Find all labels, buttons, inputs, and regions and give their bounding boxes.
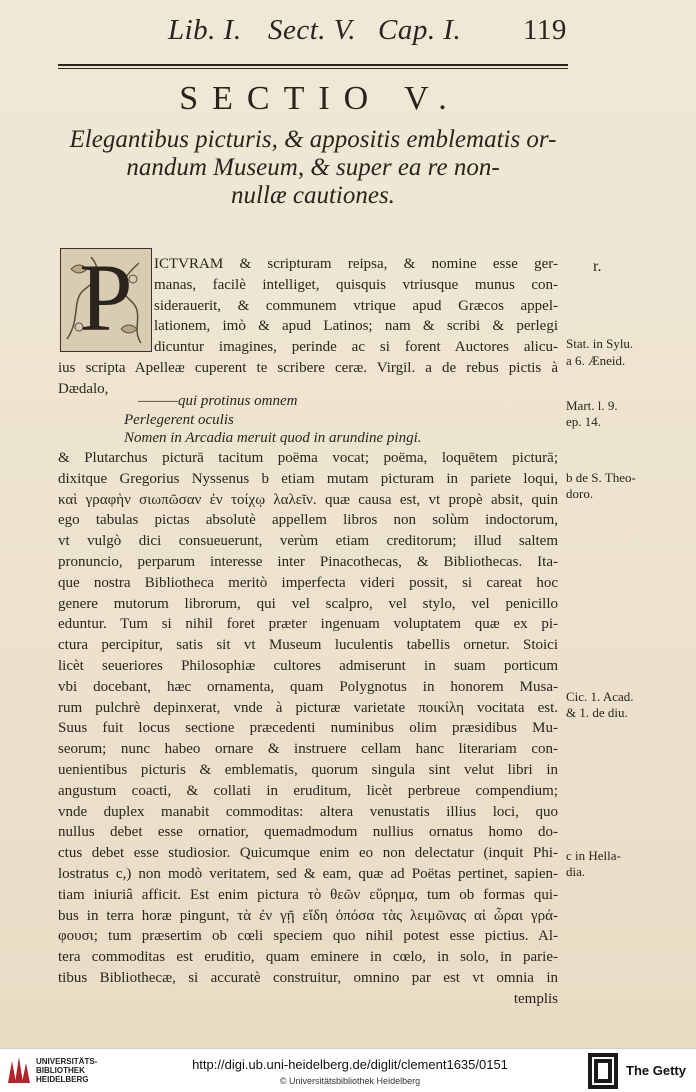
- section-heading: SECTIO V.: [179, 80, 461, 117]
- paragraph-1: [58, 254, 558, 400]
- margin-note-theodoro-2: doro.: [566, 486, 594, 501]
- getty-logo-icon: [588, 1053, 618, 1089]
- paragraph-2: [58, 448, 558, 1010]
- running-head-sect: Sect. V.: [268, 14, 357, 46]
- text-line: Suus fuit locus sectione præcedenti numinibus olim præsidibus Mu-: [58, 720, 558, 737]
- margin-note-cicero-2: & 1. de diu.: [566, 705, 628, 720]
- text-line: tibus Bibliothecæ, si accuratè construitur, omnino par est vt omnia in: [58, 969, 558, 986]
- text-line: tiam iniuriâ afficit. Est enim pictura τὸ θεῶν εὕρημα, tum ob formas qui-: [58, 886, 558, 903]
- text-line: manas, facilè intelliget, quisquis vtriusque munus con-: [154, 276, 558, 293]
- margin-note-cicero: Cic. 1. Acad.: [566, 689, 634, 704]
- text-line: φουσι; tum præsertim ob cœli speciem quo nihil potest esse pictius. Al-: [58, 928, 558, 945]
- text-line: dixitque Gregorius Nyssenus b etiam mutam picturam in pariete loqui,: [58, 470, 558, 487]
- ub-line: BIBLIOTHEK: [36, 1066, 85, 1075]
- title-line: nullæ cautiones.: [231, 182, 395, 209]
- text-line: bus in terra horæ pingunt, τὰ ἐν γῇ εἴδη ὁπόσα τὰς λειμῶνας αἱ ὧραι γρά-: [58, 907, 558, 924]
- running-head: [168, 14, 568, 50]
- text-line: καὶ γραφὴν σιωπῶσαν ἐν τοίχῳ λαλεῖν. quæ causa est, vt propè absit, quin: [58, 491, 558, 508]
- text-line: que nostra Bibliotheca meritò imperfecta videri possit, si careat hoc: [58, 574, 558, 591]
- text-line: genere mutorum librorum, qui vel scalpro, vel stylo, vel penicillo: [58, 595, 558, 612]
- title-line: Elegantibus picturis, & appositis emblematis or-: [69, 126, 557, 153]
- university-library-logo-icon: [6, 1055, 32, 1085]
- margin-note-mart: Mart. l. 9.: [566, 398, 618, 413]
- text-line: pronuncio, perparum interesse inter Pinacothecas, & Bibliothecas. Ita-: [58, 553, 558, 570]
- text-line: tera commoditas est eruditio, quam eminere in cœlo, in solo, in parie-: [58, 949, 558, 966]
- margin-note-aeneid: a 6. Æneid.: [566, 353, 626, 368]
- margin-note-theodoro: b de S. Theo-: [566, 470, 636, 485]
- text-line: vbi docebant, hæc ornamenta, quam Polygnotus in honorem Musa-: [58, 678, 558, 695]
- text-line: & Plutarchus picturā tacitum poëma vocat; poëma, loquētem picturā;: [58, 450, 558, 466]
- text-line: lationem, imò & apud Latinos; nam & scribi & perlegi: [154, 318, 558, 335]
- text-line: ctura percipitur, satis sit vt Museum luculentis tabellis ornetur. Stoici: [58, 637, 558, 654]
- catchword: templis: [513, 990, 558, 1007]
- margin-folio-mark: r.: [593, 258, 602, 275]
- text-line: eduntur. Tum si nihil foret præter ingenuam voluptatem quæ ex pi-: [58, 616, 558, 633]
- running-head-cap: Cap. I.: [378, 14, 462, 46]
- text-line: vt vulgò dici consueuerunt, verùm etiam creditorum; illud saltem: [58, 533, 558, 550]
- text-line: angustum coacti, & collati in eruditum, licèt perbreue compendium;: [58, 782, 558, 799]
- margin-note-stat: Stat. in Sylu.: [566, 336, 634, 351]
- verse-quotation: [58, 392, 558, 448]
- title-line: nandum Museum, & super ea re non-: [126, 154, 500, 181]
- margin-note-mart-ep: ep. 14.: [566, 414, 602, 429]
- text-line: Dædalo,: [58, 380, 109, 397]
- running-head-lib: Lib. I.: [168, 14, 242, 46]
- text-line: ctus debet esse studiosior. Quicumque enim eo non delectatur (inquit Phi-: [58, 845, 558, 862]
- text-line: licèt seueriores Philosophiæ cultores admiserunt in suam porticum: [58, 657, 558, 674]
- ub-line: UNIVERSITÄTS-: [36, 1057, 98, 1066]
- verse-line: Perlegerent oculis: [124, 411, 234, 428]
- text-line: ICTVRAM & scripturam reipsa, & nomine esse ger-: [154, 256, 558, 272]
- getty-name: The Getty: [626, 1063, 686, 1078]
- digitization-footer: [0, 1048, 696, 1092]
- text-line: dicuntur imagines, perinde ac si forent Auctores alicu-: [154, 339, 558, 356]
- text-line: siderauerit, & communem vtrique apud Græcos appel-: [154, 297, 558, 314]
- copyright-notice: © Universitätsbibliothek Heidelberg: [279, 1076, 421, 1086]
- permalink-url[interactable]: http://digi.ub.uni-heidelberg.de/diglit/clement1635/0151: [192, 1057, 508, 1072]
- header-rule: [58, 64, 568, 66]
- ub-line: HEIDELBERG: [36, 1075, 89, 1084]
- margin-note-hella: c in Hella-: [566, 848, 621, 863]
- text-line: ego tabulas pictas absolutè appellem libros non solùm indoctorum,: [58, 512, 558, 529]
- text-line: uenientibus picturis & emblematis, quorum singula sint velut libri in: [58, 761, 558, 778]
- margin-note-hella-2: dia.: [566, 864, 586, 879]
- page-number: 119: [523, 14, 567, 46]
- text-line: rum pulchrè depinxerat, vnde à picturæ varietate ποικίλη vocitata est.: [58, 699, 558, 716]
- university-library-name: [36, 1057, 97, 1084]
- drop-cap-letter: P: [79, 244, 133, 351]
- verse-line: ———qui protinus omnem: [138, 393, 298, 409]
- text-line: ius scripta Apelleæ cuperent te scribere ceræ. Virgil. a de rebus pictis à: [58, 359, 558, 376]
- header-rule-thin: [58, 68, 568, 69]
- verse-line: Nomen in Arcadia meruit quod in arundine pingi.: [124, 430, 422, 446]
- section-title: [58, 126, 568, 210]
- text-line: nullus debet esse ornatior, quemadmodum nullius ornatus homo do-: [58, 824, 558, 841]
- text-line: seorum; nunc habeo ornare & instruere cellam hanc literariam con-: [58, 741, 558, 758]
- text-line: lostratus c,) non modò veritatem, sed & eam, quæ ad Poëtas pertinet, sapien-: [58, 865, 558, 882]
- text-line: vnde duplex manabit commoditas: altera venustatis illius loci, quo: [58, 803, 558, 820]
